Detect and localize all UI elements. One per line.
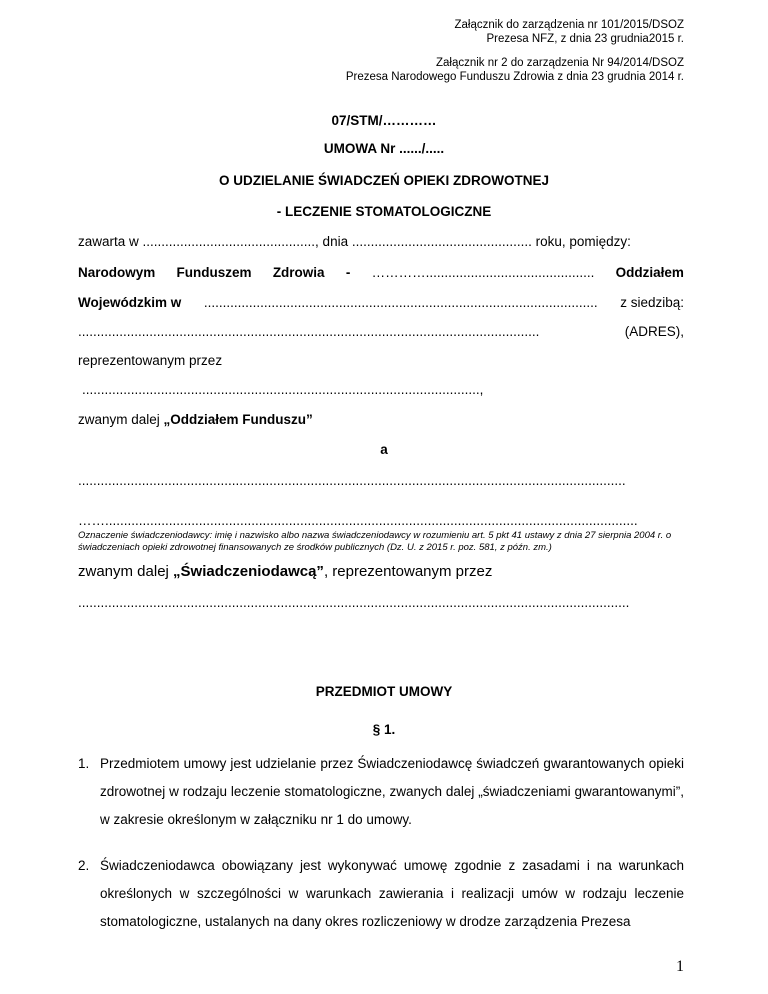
provider-footnote: Oznaczenie świadczeniodawcy: imię i nazwisko albo nazwa świadczeniodawcy w rozumieniu art. 5 pkt 41 ustawy z dnia 27 sierpnia 2004 r. o świadczeniach opieki zdrowotnej finansowanych ze środków publicznych (Dz. U. z 2015 r. poz. 581, z późn. zm.) [78, 530, 672, 553]
voivodeship-dots: ......................................................................................................... [203, 295, 598, 310]
nfz-word-1: Narodowym [78, 265, 156, 280]
address-dots: ........................................................................................................................... [78, 324, 540, 339]
attachment-line-4: Prezesa Narodowego Funduszu Zdrowia z dnia 23 grudnia 2014 r. [345, 71, 684, 83]
nfz-word-branch: Oddziałem [615, 265, 684, 280]
attachment-note-1 [455, 18, 684, 46]
clause-2-text: Świadczeniodawca obowiązany jest wykonywać umowę zgodnie z zasadami i na warunkach określonych w szczególności w warunkach zawierania i realizacji umów w rodzaju leczenie stomatologiczne, ustalanych na dany okres rozliczeniowy w drodze zarządzenia Prezesa [100, 858, 684, 929]
provider-dots-2: …….............................................................................................................................................. [78, 513, 638, 528]
address-line [78, 324, 684, 339]
nfz-line [78, 265, 684, 280]
contract-type: - LECZENIE STOMATOLOGICZNE [276, 204, 492, 219]
clause-1-text: Przedmiotem umowy jest udzielanie przez Świadczeniodawcę świadczeń gwarantowanych opieki zdrowotnej w rodzaju leczenie stomatologiczne, zwanych dalej „świadczeniami gwarantowanymi”, w zakresie określonym w załączniku nr 1 do umowy. [100, 756, 684, 827]
nfz-called-line [78, 412, 313, 427]
clause-2 [78, 852, 684, 936]
voivodeship-label: Wojewódzkim w [78, 295, 182, 310]
attachment-note-2 [346, 56, 684, 84]
attachment-line-1: Załącznik do zarządzenia nr 101/2015/DSOZ [454, 19, 684, 31]
attachment-line-3: Załącznik nr 2 do zarządzenia Nr 94/2014/DSOZ [435, 57, 684, 69]
nfz-word-3: Zdrowia [272, 265, 325, 280]
clause-1 [78, 750, 684, 834]
contract-subject: O UDZIELANIE ŚWIADCZEŃ OPIEKI ZDROWOTNEJ [218, 173, 549, 188]
represented-by: reprezentowanym przez [78, 353, 223, 368]
page-number: 1 [676, 958, 684, 975]
contract-number: UMOWA Nr ....../..... [323, 141, 445, 156]
provider-called-line [78, 563, 492, 580]
provider-rep-dots: ................................................................................................................................................... [78, 595, 630, 610]
conjunction-and: a [380, 442, 388, 457]
provider-called-prefix: zwanym dalej [78, 563, 174, 580]
voivodeship-line [78, 295, 684, 310]
provider-short-name: „Świadczeniodawcą” [173, 563, 324, 580]
called-prefix: zwanym dalej [78, 412, 164, 427]
provider-dots-1: .................................................................................................................................................. [78, 473, 626, 488]
concluded-line: zawarta w .............................................., dnia ................................................ roku, pomiędzy: [78, 234, 631, 249]
seat-label: z siedzibą: [620, 295, 684, 310]
section-heading: PRZEDMIOT UMOWY [315, 684, 453, 699]
attachment-line-2: Prezesa NFZ, z dnia 23 grudnia2015 r. [486, 33, 684, 45]
clause-1-number: 1. [78, 756, 90, 771]
nfz-word-2: Funduszem [176, 265, 252, 280]
nfz-word-4: - [345, 265, 351, 280]
paragraph-number: § 1. [372, 722, 396, 737]
address-label: (ADRES), [624, 324, 684, 339]
clause-2-number: 2. [78, 858, 90, 873]
reference-number: 07/STM/………… [331, 113, 437, 128]
representative-dots: .........................................................................................................., [82, 382, 484, 397]
nfz-short-name: „Oddziałem Funduszu” [163, 412, 313, 427]
nfz-branch-dots: …………............................................. [371, 265, 595, 280]
provider-called-suffix: , reprezentowanym przez [323, 563, 493, 580]
